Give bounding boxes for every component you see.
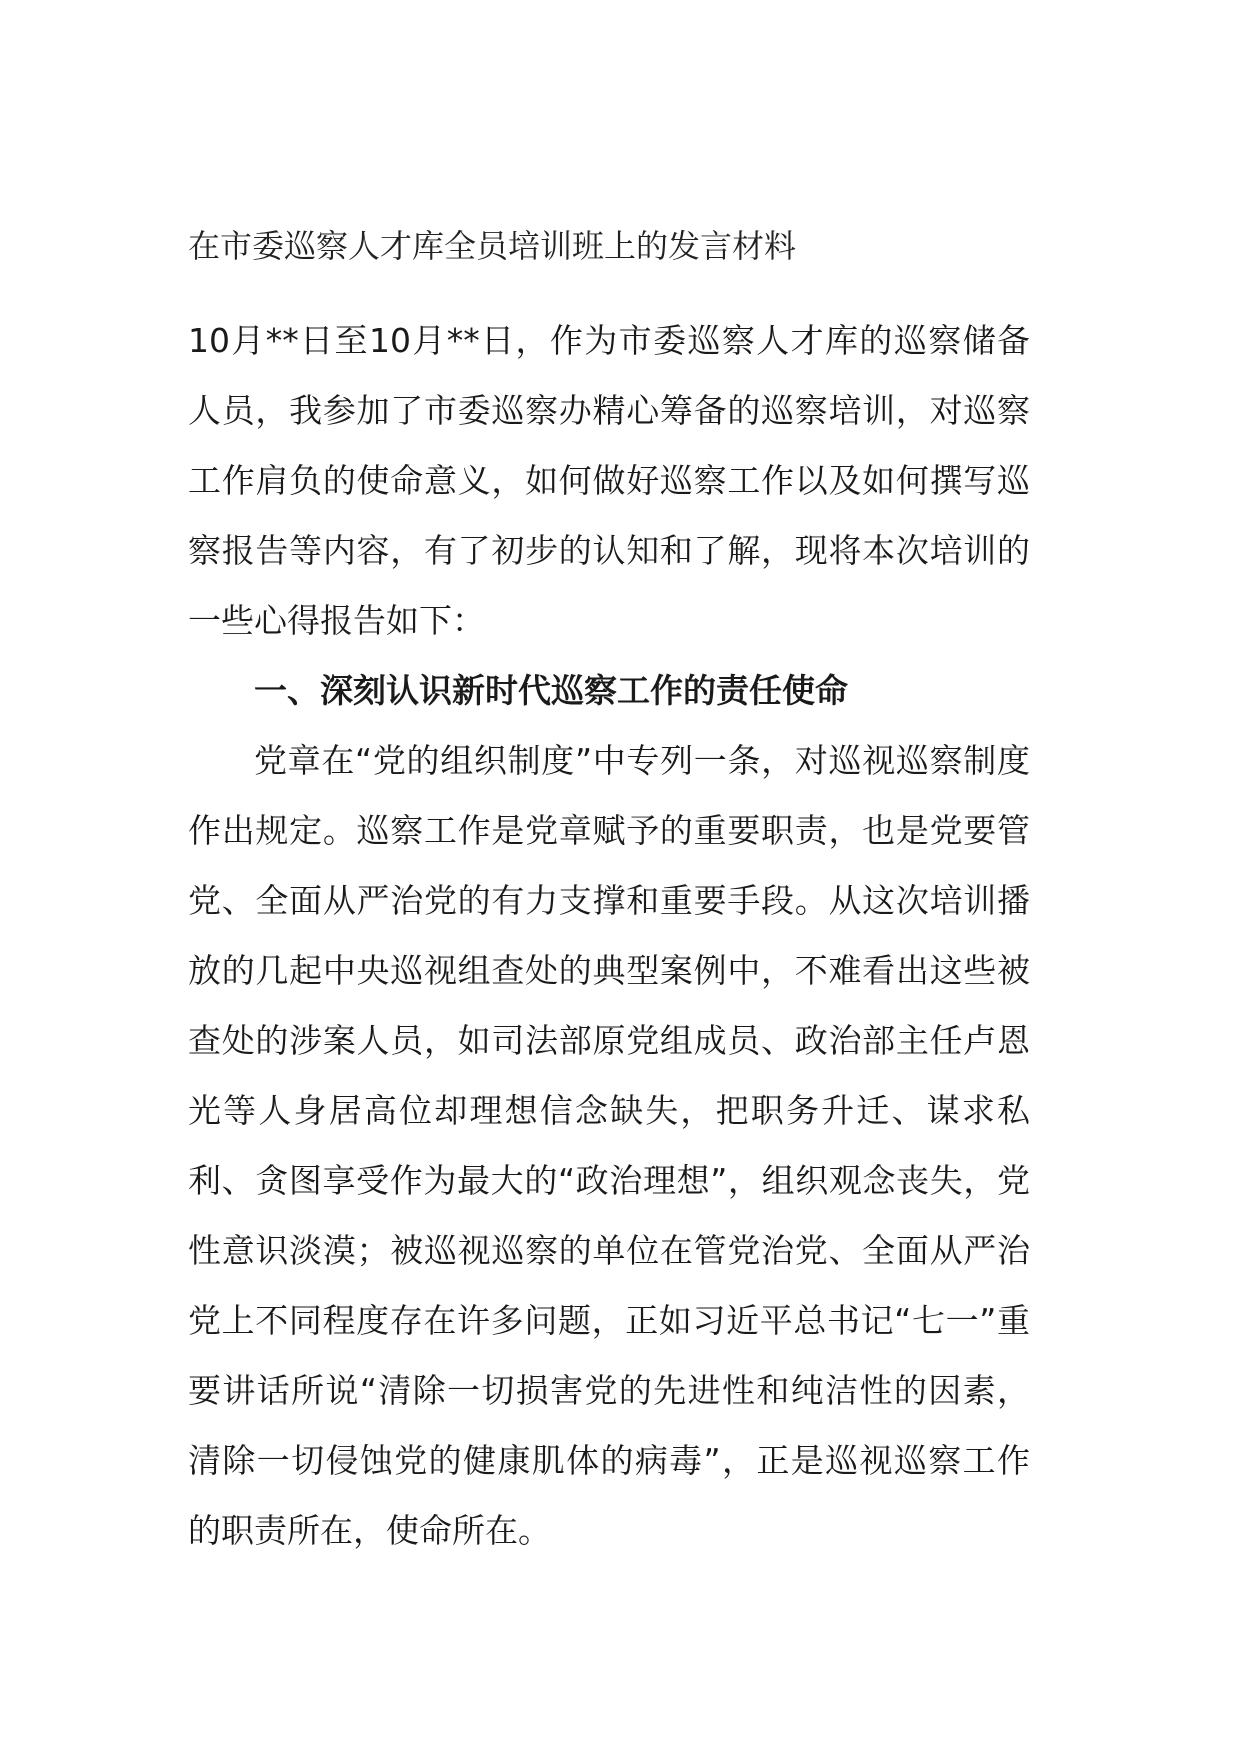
section-paragraph: 党章在“党的组织制度”中专列一条，对巡视巡察制度作出规定。巡察工作是党章赋予的重要职责，也是党要管党、全面从严治党的有力支撑和重要手段。从这次培训播放的几起中央巡视组查处的典型案例中，不难看出这些被查处的涉案人员，如司法部原党组成员、政治部主任卢恩光等人身居高位却理想信念缺失，把职务升迁、谋求私利、贪图享受作为最大的“政治理想”，组织观念丧失，党性意识淡漠；被巡视巡察的单位在管党治党、全面从严治党上不同程度存在许多问题，正如习近平总书记“七一”重要讲话所说“清除一切损害党的先进性和纯洁性的因素，清除一切侵蚀党的健康肌体的病毒”，正是巡视巡察工作的职责所在，使命所在。 <box>188 741 1030 1550</box>
section-heading: 一、深刻认识新时代巡察工作的责任使命 <box>254 671 848 710</box>
document-page <box>188 222 1030 1566</box>
intro-paragraph: 10月**日至10月**日，作为市委巡察人才库的巡察储备人员，我参加了市委巡察办精心筹备的巡察培训，对巡察工作肩负的使命意义，如何做好巡察工作以及如何撰写巡察报告等内容，有了初步的认知和了解，现将本次培训的一些心得报告如下： <box>188 321 1030 640</box>
document-title: 在市委巡察人才库全员培训班上的发言材料 <box>188 227 797 265</box>
